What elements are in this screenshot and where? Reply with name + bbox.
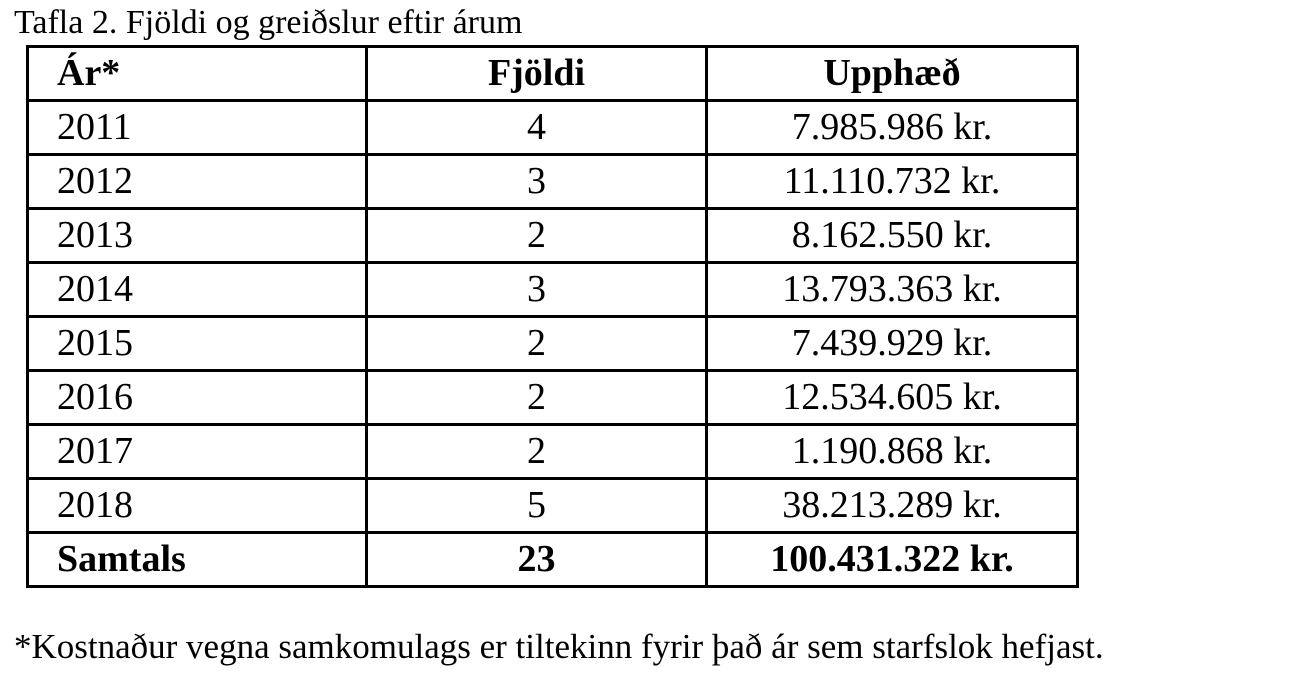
cell-amount: 1.190.868 kr.	[707, 425, 1078, 479]
cell-year: 2018	[28, 479, 367, 533]
table-header-row	[28, 47, 1078, 101]
cell-count: 5	[367, 479, 707, 533]
cell-count: 2	[367, 371, 707, 425]
cell-year: 2013	[28, 209, 367, 263]
total-count: 23	[367, 533, 707, 587]
cell-amount: 7.985.986 kr.	[707, 101, 1078, 155]
table-row	[28, 263, 1078, 317]
cell-amount: 12.534.605 kr.	[707, 371, 1078, 425]
cell-count: 3	[367, 155, 707, 209]
header-amount: Upphæð	[707, 47, 1078, 101]
cell-count: 4	[367, 101, 707, 155]
cell-count: 2	[367, 317, 707, 371]
table-row	[28, 155, 1078, 209]
cell-year: 2012	[28, 155, 367, 209]
cell-amount: 8.162.550 kr.	[707, 209, 1078, 263]
header-count: Fjöldi	[367, 47, 707, 101]
table-row	[28, 425, 1078, 479]
payments-table	[26, 45, 1079, 588]
table-caption: Tafla 2. Fjöldi og greiðslur eftir árum	[14, 4, 523, 41]
cell-count: 2	[367, 209, 707, 263]
table-row	[28, 371, 1078, 425]
table-row	[28, 101, 1078, 155]
payments-table-container	[26, 45, 1079, 588]
cell-amount: 11.110.732 kr.	[707, 155, 1078, 209]
cell-year: 2015	[28, 317, 367, 371]
table-row	[28, 317, 1078, 371]
cell-year: 2017	[28, 425, 367, 479]
total-amount: 100.431.322 kr.	[707, 533, 1078, 587]
cell-count: 3	[367, 263, 707, 317]
cell-amount: 38.213.289 kr.	[707, 479, 1078, 533]
cell-count: 2	[367, 425, 707, 479]
header-year: Ár*	[28, 47, 367, 101]
table-row	[28, 209, 1078, 263]
table-total-row	[28, 533, 1078, 587]
cell-amount: 13.793.363 kr.	[707, 263, 1078, 317]
cell-year: 2016	[28, 371, 367, 425]
cell-year: 2011	[28, 101, 367, 155]
cell-year: 2014	[28, 263, 367, 317]
total-label: Samtals	[28, 533, 367, 587]
table-row	[28, 479, 1078, 533]
table-footnote: *Kostnaður vegna samkomulags er tiltekinn fyrir það ár sem starfslok hefjast.	[14, 627, 1104, 666]
cell-amount: 7.439.929 kr.	[707, 317, 1078, 371]
